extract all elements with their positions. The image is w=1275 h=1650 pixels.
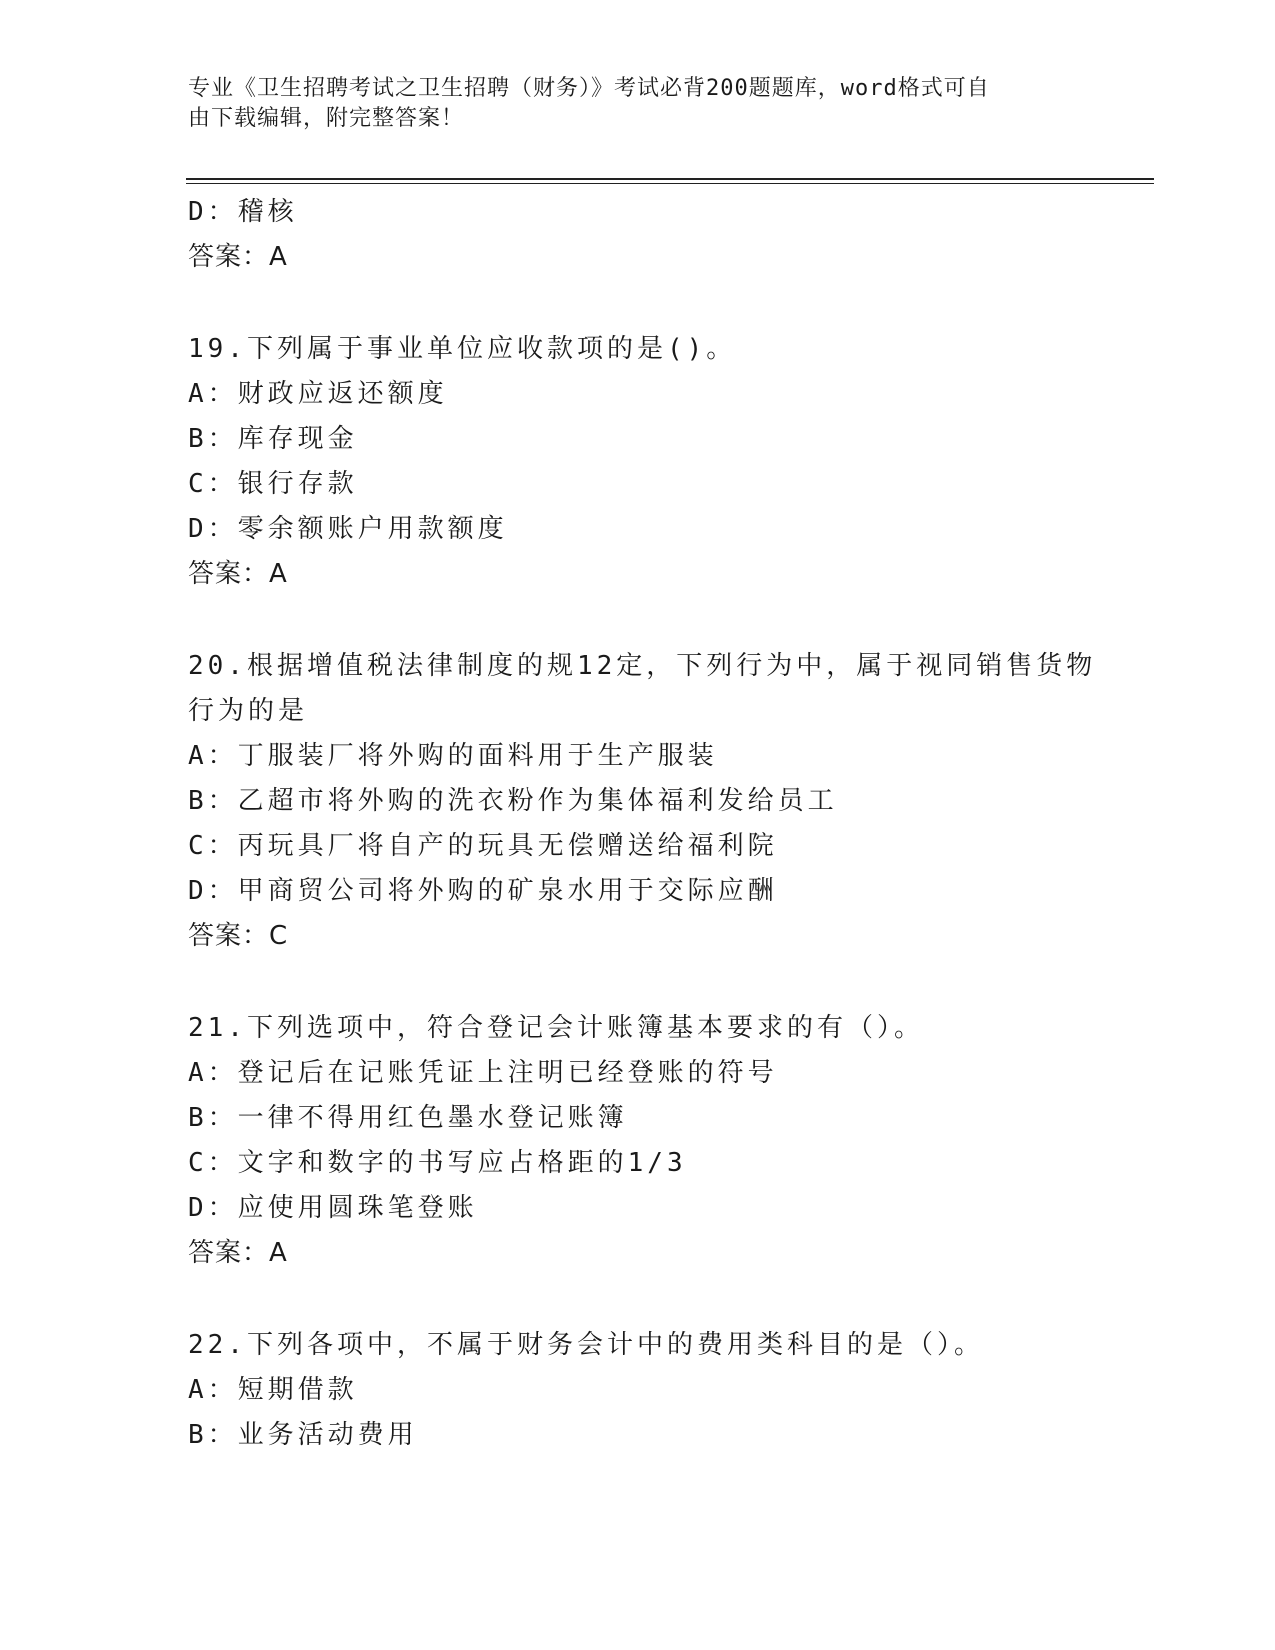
option-c: C：银行存款: [188, 469, 358, 499]
option-c: C：丙玩具厂将自产的玩具无偿赠送给福利院: [188, 831, 778, 861]
header-divider-thin: [186, 183, 1154, 184]
option-b: B：乙超市将外购的洗衣粉作为集体福利发给员工: [188, 786, 838, 816]
option-a: A：登记后在记账凭证上注明已经登账的符号: [188, 1058, 778, 1088]
option-a: A：财政应返还额度: [188, 379, 448, 409]
question-20: [188, 644, 1128, 959]
option-d: D：零余额账户用款额度: [188, 514, 508, 544]
option-a: A：丁服装厂将外购的面料用于生产服装: [188, 741, 718, 771]
question-stem-line-1: 20.根据增值税法律制度的规12定，下列行为中，属于视同销售货物: [188, 651, 1097, 681]
option-d: D：甲商贸公司将外购的矿泉水用于交际应酬: [188, 876, 778, 906]
option-a: A：短期借款: [188, 1375, 358, 1405]
header-divider-thick: [186, 178, 1154, 180]
answer: 答案：A: [188, 1238, 288, 1268]
option-d: D：稽核: [188, 197, 298, 227]
header-line-2: 由下载编辑，附完整答案！: [188, 106, 465, 131]
answer: 答案：C: [188, 921, 289, 951]
option-b: B：一律不得用红色墨水登记账簿: [188, 1103, 628, 1133]
question-stem-line-2: 行为的是: [188, 696, 309, 726]
question-18-tail: [188, 190, 1128, 280]
question-stem: 19.下列属于事业单位应收款项的是()。: [188, 334, 737, 364]
question-21: [188, 1006, 1128, 1276]
option-b: B：业务活动费用: [188, 1420, 418, 1450]
option-c: C：文字和数字的书写应占格距的1/3: [188, 1148, 687, 1178]
question-list: [188, 190, 1128, 1458]
option-b: B：库存现金: [188, 424, 358, 454]
answer: 答案：A: [188, 559, 288, 589]
question-stem: 22.下列各项中，不属于财务会计中的费用类科目的是（）。: [188, 1330, 984, 1360]
answer: 答案：A: [188, 242, 288, 272]
option-d: D：应使用圆珠笔登账: [188, 1193, 478, 1223]
question-19: [188, 327, 1128, 597]
question-stem: 21.下列选项中，符合登记会计账簿基本要求的有（）。: [188, 1013, 924, 1043]
question-22: [188, 1323, 1128, 1458]
header-line-1: 专业《卫生招聘考试之卫生招聘（财务）》考试必背200题题库，word格式可自: [188, 76, 990, 101]
document-header: [188, 74, 1088, 134]
